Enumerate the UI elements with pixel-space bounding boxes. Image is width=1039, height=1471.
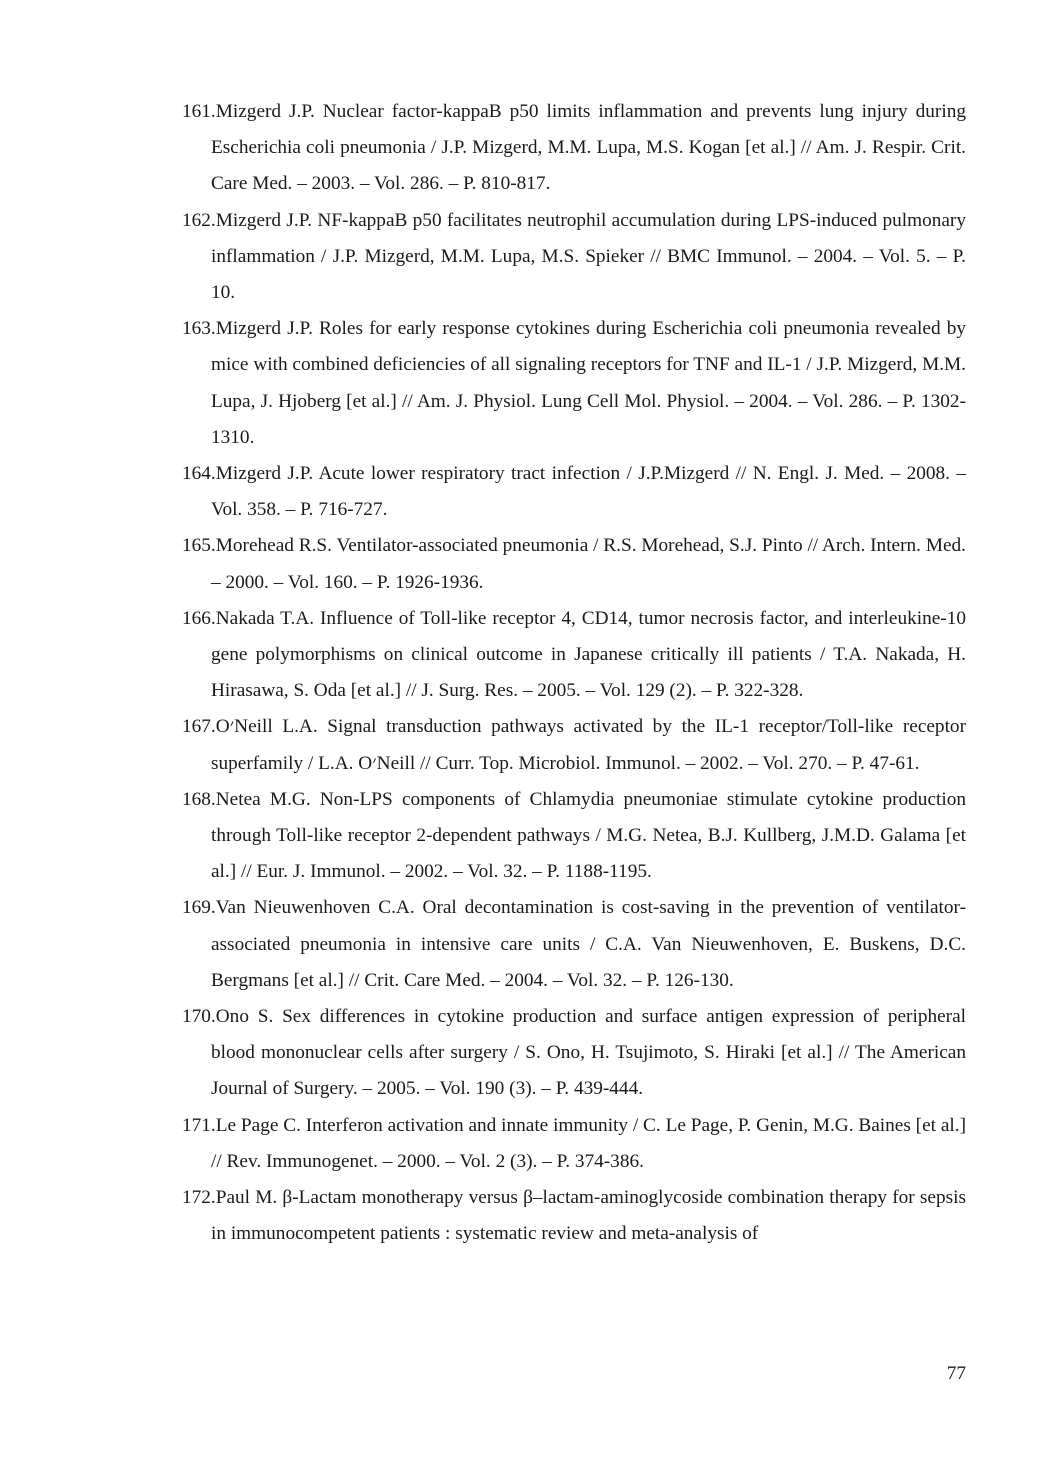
reference-text: Morehead R.S. Ventilator-associated pneumonia / R.S. Morehead, S.J. Pinto // Arch. Intern. Med. – 2000. – Vol. 160. – P. 1926-1936.: [211, 535, 966, 593]
reference-item: [182, 782, 966, 891]
reference-item: [182, 1108, 966, 1180]
reference-item: [182, 528, 966, 600]
reference-text: Mizgerd J.P. Roles for early response cytokines during Escherichia coli pneumonia revealed by mice with combined deficiencies of all signaling receptors for TNF and IL-1 / J.P. Mizgerd, M.M. Lupa, J. Hjoberg [et al.] // Am. J. Physiol. Lung Cell Mol. Physiol. – 2004. – Vol. 286. – P. 1302-1310.: [211, 318, 966, 448]
reference-text: Mizgerd J.P. Nuclear factor-kappaB p50 limits inflammation and prevents lung injury during Escherichia coli pneumonia / J.P. Mizgerd, M.M. Lupa, M.S. Kogan [et al.] // Am. J. Respir. Crit. Care Med. – 2003. – Vol. 286. – P. 810-817.: [211, 101, 966, 195]
reference-number: 168.: [182, 788, 216, 810]
reference-number: 161.: [182, 101, 216, 122]
reference-item: [182, 1180, 966, 1252]
reference-text: Nakada T.A. Influence of Toll-like receptor 4, CD14, tumor necrosis factor, and interleukine-10 gene polymorphisms on clinical outcome in Japanese critically ill patients / T.A. Nakada, H. Hirasawa, S. Oda [et al.] // J. Surg. Res. – 2005. – Vol. 129 (2). – P. 322-328.: [211, 607, 966, 702]
reference-item: [182, 456, 966, 528]
reference-number: 169.: [182, 897, 216, 919]
reference-text: Le Page C. Interferon activation and innate immunity / C. Le Page, P. Genin, M.G. Baines [et al.] // Rev. Immunogenet. – 2000. – Vol. 2 (3). – P. 374-386.: [211, 1114, 966, 1172]
reference-number: 170.: [182, 1006, 216, 1028]
reference-text: Ono S. Sex differences in cytokine production and surface antigen expression of peripheral blood mononuclear cells after surgery / S. Ono, H. Tsujimoto, S. Hiraki [et al.] // The American Journal of Surgery. – 2005. – Vol. 190 (3). – P. 439-444.: [211, 1006, 966, 1100]
reference-number: 165.: [182, 535, 216, 557]
reference-item: [182, 601, 966, 710]
reference-number: 163.: [182, 318, 216, 340]
reference-text: Van Nieuwenhoven C.A. Oral decontamination is cost-saving in the prevention of ventilator-associated pneumonia in intensive care units / C.A. Van Nieuwenhoven, E. Buskens, D.C. Bergmans [et al.] // Crit. Care Med. – 2004. – Vol. 32. – P. 126-130.: [211, 897, 966, 991]
reference-number: 172.: [182, 1187, 216, 1209]
reference-number: 171.: [182, 1114, 216, 1136]
reference-list: [182, 94, 966, 1253]
reference-text: O׳Neill L.A. Signal transduction pathways activated by the IL-1 receptor/Toll-like receptor superfamily / L.A. O׳Neill // Curr. Top. Microbiol. Immunol. – 2002. – Vol. 270. – P. 47-61.: [211, 716, 966, 774]
reference-item: [182, 203, 966, 312]
reference-number: 167.: [182, 716, 216, 738]
reference-number: 166.: [182, 607, 216, 629]
page-number: 77: [946, 1363, 966, 1384]
reference-text: Mizgerd J.P. NF-kappaB p50 facilitates neutrophil accumulation during LPS-induced pulmonary inflammation / J.P. Mizgerd, M.M. Lupa, M.S. Spieker // BMC Immunol. – 2004. – Vol. 5. – P. 10.: [211, 209, 966, 304]
reference-text: Mizgerd J.P. Acute lower respiratory tract infection / J.P.Mizgerd // N. Engl. J. Med. – 2008. – Vol. 358. – P. 716-727.: [211, 463, 966, 521]
reference-number: 164.: [182, 463, 216, 485]
reference-item: [182, 94, 966, 203]
reference-item: [182, 999, 966, 1108]
reference-item: [182, 709, 966, 781]
reference-number: 162.: [182, 209, 216, 231]
reference-item: [182, 890, 966, 999]
reference-text: Netea M.G. Non-LPS components of Chlamydia pneumoniae stimulate cytokine production through Toll-like receptor 2-dependent pathways / M.G. Netea, B.J. Kullberg, J.M.D. Galama [et al.] // Eur. J. Immunol. – 2002. – Vol. 32. – P. 1188-1195.: [211, 788, 966, 883]
reference-text: Paul M. β-Lactam monotherapy versus β–lactam-aminoglycoside combination therapy for sepsis in immunocompetent patients : systematic review and meta-analysis of: [211, 1187, 966, 1245]
reference-item: [182, 311, 966, 456]
